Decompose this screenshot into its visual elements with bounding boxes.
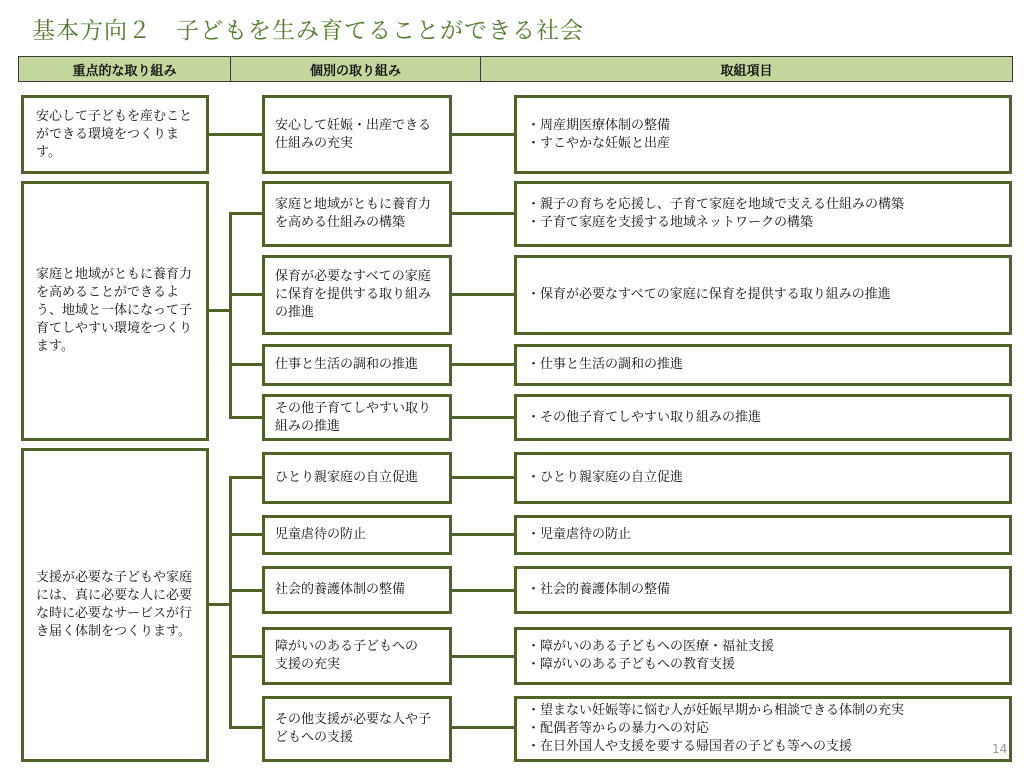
- items-box: [514, 394, 1012, 441]
- focus-text: 家庭と地域がともに養育力を高めることができるよう、地域と一体になって子育てしやすい環境をつくります。: [36, 267, 193, 354]
- connector-line: [229, 212, 262, 215]
- individual-box: [262, 627, 452, 685]
- header-focus: 重点的な取り組み: [18, 56, 231, 82]
- connector-line: [229, 416, 262, 419]
- individual-text: 家庭と地域がともに養育力を高める仕組みの構築: [275, 197, 432, 230]
- detail-line: ・望まない妊娠等に悩む人が妊娠早期から相談できる体制の充実: [527, 703, 905, 718]
- connector-line: [229, 476, 232, 729]
- individual-text: 保育が必要なすべての家庭に保育を提供する取り組みの推進: [275, 269, 432, 320]
- connector-line: [229, 212, 232, 419]
- individual-text: 児童虐待の防止: [275, 527, 367, 542]
- detail-line: ・ひとり親家庭の自立促進: [527, 470, 684, 485]
- header-items: 取組項目: [480, 56, 1013, 82]
- individual-text: ひとり親家庭の自立促進: [275, 470, 419, 485]
- connector-line: [452, 416, 514, 419]
- individual-text: その他子育てしやすい取り組みの推進: [275, 400, 432, 434]
- connector-line: [209, 603, 230, 606]
- connector-line: [229, 293, 262, 296]
- individual-box: [262, 566, 452, 614]
- individual-box: [262, 452, 452, 504]
- individual-text: 社会的養護体制の整備: [275, 582, 406, 597]
- individual-text: 仕事と生活の調和の推進: [275, 357, 419, 372]
- connector-line: [229, 655, 262, 658]
- connector-line: [452, 476, 514, 479]
- individual-text: その他支援が必要な人や子どもへの支援: [275, 712, 432, 745]
- connector-line: [229, 476, 262, 479]
- individual-text: 障がいのある子どもへの支援の充実: [275, 639, 419, 672]
- page-number: 14: [992, 742, 1008, 756]
- individual-box: [262, 394, 452, 441]
- connector-line: [229, 589, 262, 592]
- individual-box: [262, 696, 452, 762]
- connector-line: [452, 533, 514, 536]
- individual-box: [262, 515, 452, 555]
- items-box: [514, 452, 1012, 504]
- connector-line: [229, 363, 262, 366]
- detail-line: ・すこやかな妊娠と出産: [527, 135, 671, 151]
- connector-line: [452, 293, 514, 296]
- detail-line: ・周産期医療体制の整備: [527, 117, 671, 133]
- detail-line: ・親子の育ちを応援し、子育て家庭を地域で支える仕組みの構築: [527, 197, 905, 212]
- items-box: [514, 95, 1012, 174]
- items-box: [514, 181, 1012, 247]
- individual-box: [262, 255, 452, 335]
- connector-line: [452, 133, 514, 136]
- focus-text: 安心して子どもを産むことができる環境をつくります。: [36, 108, 193, 160]
- detail-line: ・配偶者等からの暴力への対応: [527, 721, 710, 736]
- items-box: [514, 255, 1012, 335]
- focus-text: 支援が必要な子どもや家庭には、真に必要な人に必要な時に必要なサービスが行き届く体制をつくります。: [36, 570, 193, 639]
- items-box: [514, 627, 1012, 685]
- detail-line: ・障がいのある子どもへの教育支援: [527, 657, 736, 672]
- individual-box: [262, 95, 452, 174]
- connector-line: [452, 655, 514, 658]
- connector-line: [452, 726, 514, 729]
- individual-text: 安心して妊娠・出産できる仕組みの充実: [275, 117, 432, 151]
- connector-line: [229, 533, 262, 536]
- items-box: [514, 515, 1012, 555]
- connector-line: [209, 133, 262, 136]
- individual-box: [262, 181, 452, 247]
- connector-line: [229, 726, 262, 729]
- detail-line: ・障がいのある子どもへの医療・福祉支援: [527, 639, 775, 654]
- detail-line: ・仕事と生活の調和の推進: [527, 357, 684, 372]
- detail-line: ・保育が必要なすべての家庭に保育を提供する取り組みの推進: [527, 287, 891, 302]
- items-box: [514, 344, 1012, 386]
- detail-line: ・その他子育てしやすい取り組みの推進: [527, 409, 762, 425]
- connector-line: [452, 589, 514, 592]
- focus-box-3: [21, 448, 209, 762]
- detail-line: ・在日外国人や支援を要する帰国者の子ども等への支援: [527, 739, 853, 754]
- detail-line: ・子育て家庭を支援する地域ネットワークの構築: [527, 215, 814, 230]
- items-box: [514, 696, 1012, 762]
- focus-box-1: [21, 95, 209, 174]
- connector-line: [209, 309, 230, 312]
- connector-line: [452, 363, 514, 366]
- detail-line: ・児童虐待の防止: [527, 527, 632, 542]
- items-box: [514, 566, 1012, 614]
- focus-box-2: [21, 181, 209, 441]
- connector-line: [452, 212, 514, 215]
- header-individual: 個別の取り組み: [230, 56, 481, 82]
- individual-box: [262, 344, 452, 386]
- page-title: 基本方向２ 子どもを生み育てることができる社会: [32, 18, 584, 44]
- detail-line: ・社会的養護体制の整備: [527, 582, 671, 597]
